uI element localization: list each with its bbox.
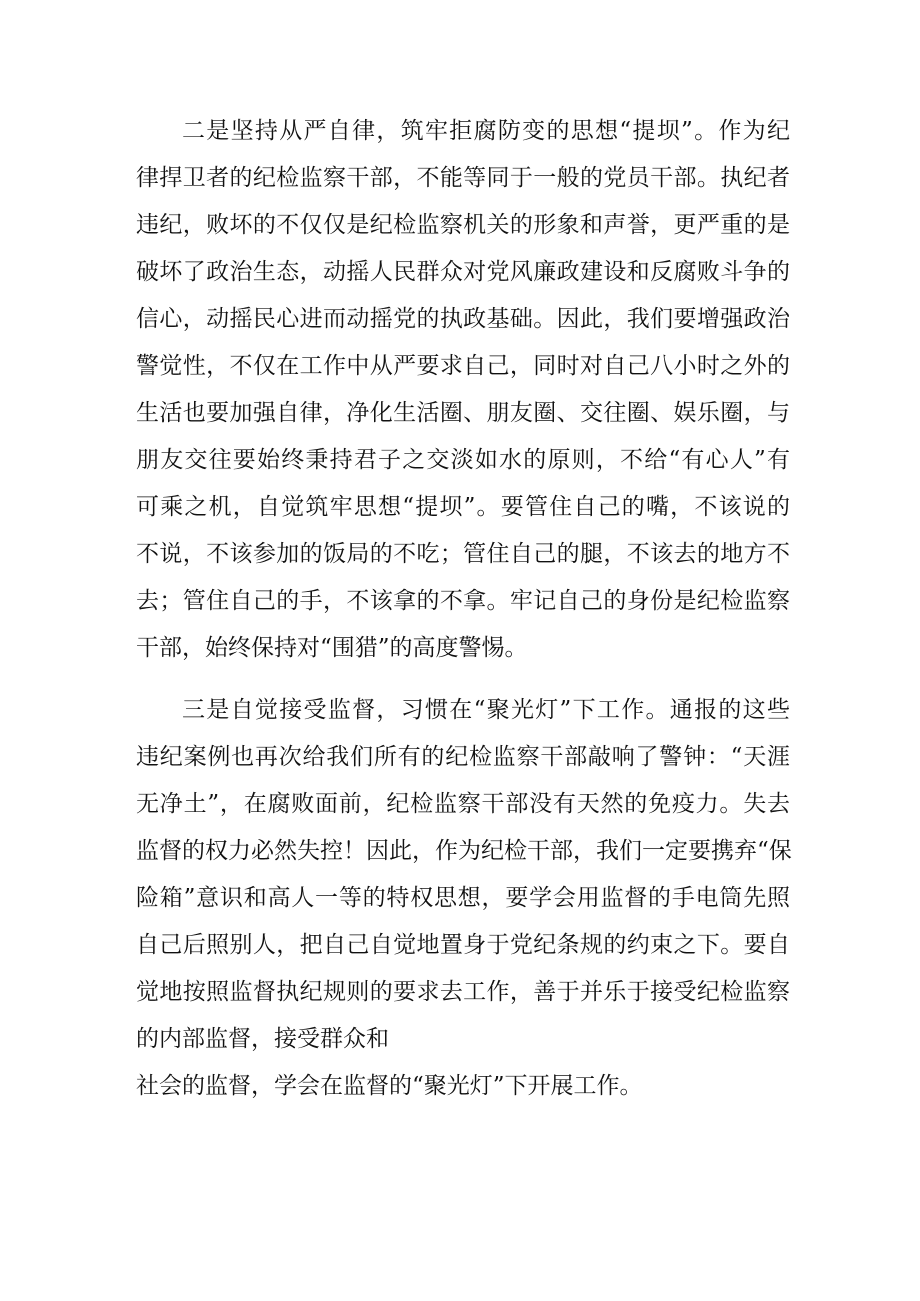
paragraph-line: 险箱”意识和高人一等的特权思想，要学会用监督的手电筒先照 xyxy=(136,885,790,911)
paragraph-line: 破坏了政治生态，动摇人民群众对党风廉政建设和反腐败斗争的 xyxy=(136,259,790,285)
paragraph-line: 去；管住自己的手，不该拿的不拿。牢记自己的身份是纪检监察 xyxy=(136,588,790,614)
paragraph-self-discipline xyxy=(136,108,790,672)
paragraph-line: 警觉性，不仅在工作中从严要求自己，同时对自己八小时之外的 xyxy=(136,353,790,379)
paragraph-line: 社会的监督，学会在监督的“聚光灯”下开展工作。 xyxy=(136,1073,643,1099)
paragraph-line: 信心，动摇民心进而动摇党的执政基础。因此，我们要增强政治 xyxy=(136,306,790,332)
paragraph-line: 觉地按照监督执纪规则的要求去工作，善于并乐于接受纪检监察 xyxy=(136,979,790,1005)
paragraph-line: 三是自觉接受监督，习惯在“聚光灯”下工作。通报的这些 xyxy=(182,697,790,723)
paragraph-line: 监督的权力必然失控！因此，作为纪检干部，我们一定要携弃“保 xyxy=(136,838,792,864)
paragraph-line: 可乘之机，自觉筑牢思想“提坝”。要管住自己的嘴，不该说的 xyxy=(136,494,790,520)
paragraph-line: 违纪，败坏的不仅仅是纪检监察机关的形象和声誉，更严重的是 xyxy=(136,212,790,238)
paragraph-line: 违纪案例也再次给我们所有的纪检监察干部敲响了警钟：“天涯 xyxy=(136,744,790,770)
paragraph-line: 朋友交往要始终秉持君子之交淡如水的原则，不给“有心人”有 xyxy=(136,447,790,473)
paragraph-line: 自己后照别人，把自己自觉地置身于党纪条规的约束之下。要自 xyxy=(136,932,790,958)
paragraph-line: 的内部监督，接受群众和 xyxy=(136,1026,389,1052)
paragraph-line: 律捍卫者的纪检监察干部，不能等同于一般的党员干部。执纪者 xyxy=(136,165,790,191)
paragraph-accept-supervision xyxy=(136,687,790,1110)
paragraph-line: 不说，不该参加的饭局的不吃；管住自己的腿，不该去的地方不 xyxy=(136,541,790,567)
paragraph-line: 二是坚持从严自律，筑牢拒腐防变的思想“提坝”。作为纪 xyxy=(182,118,790,144)
paragraph-line: 生活也要加强自律，净化生活圈、朋友圈、交往圈、娱乐圈，与 xyxy=(136,400,790,426)
paragraph-line: 干部，始终保持对“围猎”的高度警惕。 xyxy=(136,635,528,661)
paragraph-line: 无净土”，在腐败面前，纪检监察干部没有天然的免疫力。失去 xyxy=(136,791,790,817)
